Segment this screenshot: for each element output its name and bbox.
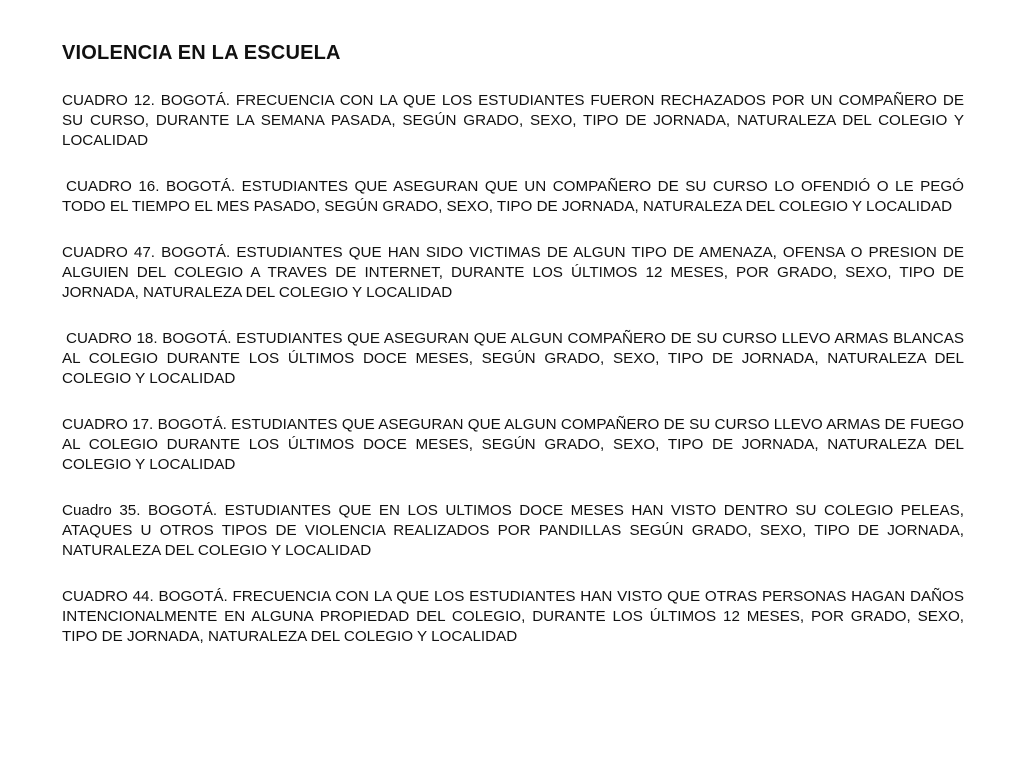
slide-title: VIOLENCIA EN LA ESCUELA — [62, 42, 341, 64]
table-item-cuadro-16: CUADRO 16. BOGOTÁ. ESTUDIANTES QUE ASEGURAN QUE UN COMPAÑERO DE SU CURSO LO OFENDIÓ O LE PEGÓ TODO EL TIEMPO EL MES PASADO, SEGÚN GRADO, SEXO, TIPO DE JORNADA, NATURALEZA DEL COLEGIO Y LOCALIDAD — [62, 178, 964, 215]
table-item-cuadro-35: Cuadro 35. BOGOTÁ. ESTUDIANTES QUE EN LOS ULTIMOS DOCE MESES HAN VISTO DENTRO SU COLEGIO PELEAS, ATAQUES U OTROS TIPOS DE VIOLENCIA REALIZADOS POR PANDILLAS SEGÚN GRADO, SEXO, TIPO DE JORNADA, NATURALEZA DEL COLEGIO Y LOCALIDAD — [62, 502, 964, 559]
slide-content — [62, 40, 964, 673]
table-item-cuadro-47: CUADRO 47. BOGOTÁ. ESTUDIANTES QUE HAN SIDO VICTIMAS DE ALGUN TIPO DE AMENAZA, OFENSA O PRESION DE ALGUIEN DEL COLEGIO A TRAVES DE INTERNET, DURANTE LOS ÚLTIMOS 12 MESES, POR GRADO, SEXO, TIPO DE JORNADA, NATURALEZA DEL COLEGIO Y LOCALIDAD — [62, 244, 964, 301]
table-item-cuadro-12: CUADRO 12. BOGOTÁ. FRECUENCIA CON LA QUE LOS ESTUDIANTES FUERON RECHAZADOS POR UN COMPAÑERO DE SU CURSO, DURANTE LA SEMANA PASADA, SEGÚN GRADO, SEXO, TIPO DE JORNADA, NATURALEZA DEL COLEGIO Y LOCALIDAD — [62, 92, 964, 149]
table-item-cuadro-44: CUADRO 44. BOGOTÁ. FRECUENCIA CON LA QUE LOS ESTUDIANTES HAN VISTO QUE OTRAS PERSONAS HAGAN DAÑOS INTENCIONALMENTE EN ALGUNA PROPIEDAD DEL COLEGIO, DURANTE LOS ÚLTIMOS 12 MESES, POR GRADO, SEXO, TIPO DE JORNADA, NATURALEZA DEL COLEGIO Y LOCALIDAD — [62, 588, 964, 645]
table-item-cuadro-18: CUADRO 18. BOGOTÁ. ESTUDIANTES QUE ASEGURAN QUE ALGUN COMPAÑERO DE SU CURSO LLEVO ARMAS BLANCAS AL COLEGIO DURANTE LOS ÚLTIMOS DOCE MESES, SEGÚN GRADO, SEXO, TIPO DE JORNADA, NATURALEZA DEL COLEGIO Y LOCALIDAD — [62, 330, 964, 387]
table-item-cuadro-17: CUADRO 17. BOGOTÁ. ESTUDIANTES QUE ASEGURAN QUE ALGUN COMPAÑERO DE SU CURSO LLEVO ARMAS DE FUEGO AL COLEGIO DURANTE LOS ÚLTIMOS DOCE MESES, SEGÚN GRADO, SEXO, TIPO DE JORNADA, NATURALEZA DEL COLEGIO Y LOCALIDAD — [62, 416, 964, 473]
